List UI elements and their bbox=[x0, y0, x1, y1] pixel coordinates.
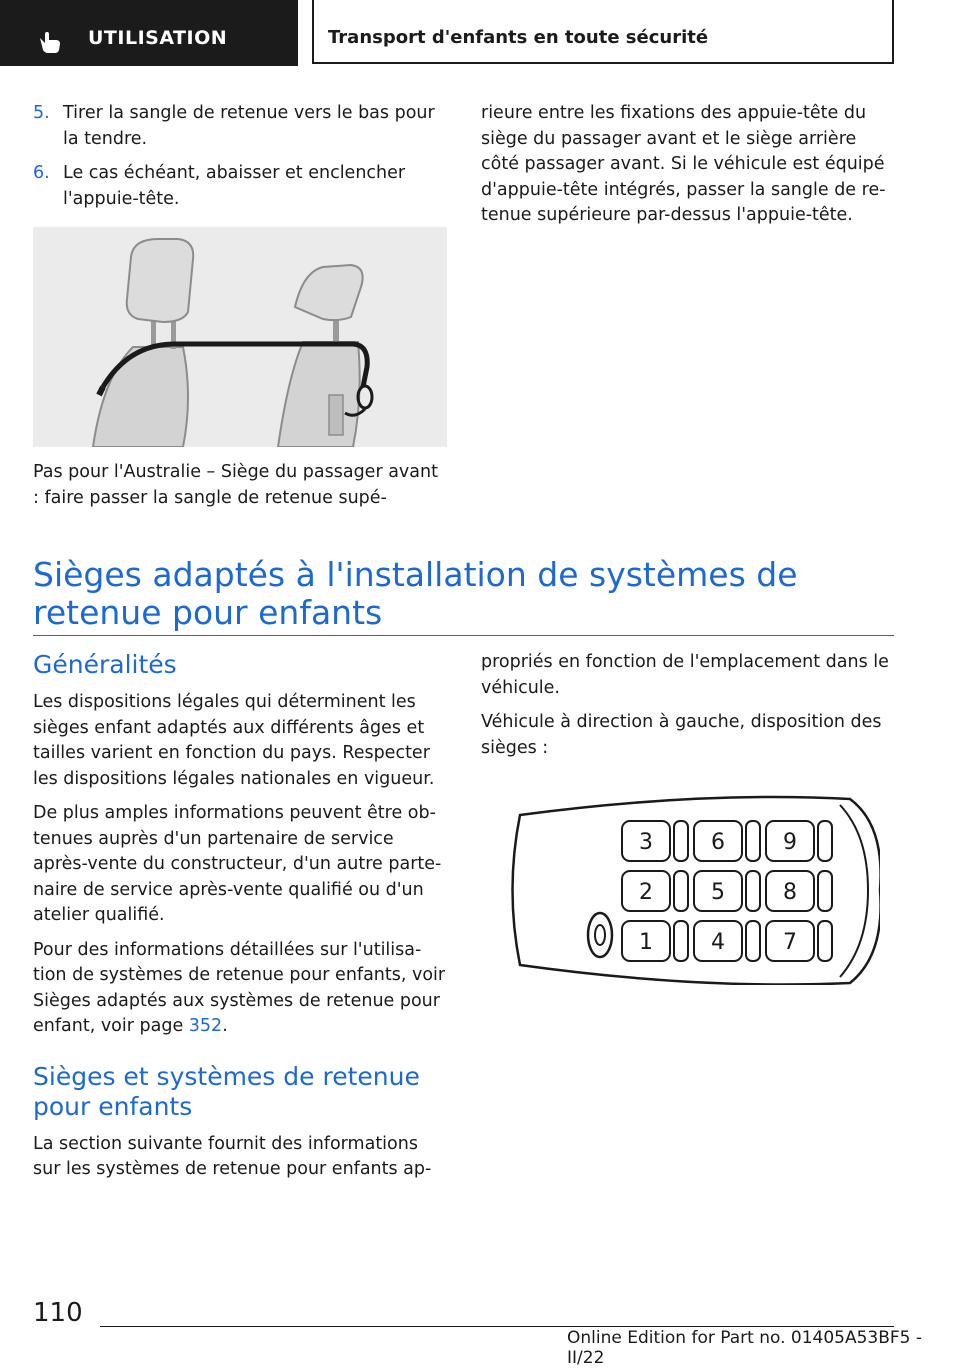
section-label: UTILISATION bbox=[88, 27, 228, 49]
paragraph-with-reference bbox=[33, 938, 448, 1040]
footer-divider bbox=[100, 1326, 894, 1327]
seat-number: 3 bbox=[639, 830, 653, 855]
caption-continuation: rieure entre les fixations des appuie-tête du siège du passager avant et le siège arrière côté passager avant. Si le véhicule est équipé d'appuie-tête intégrés, passer la sangle de re-tenue supérieure par-dessus l'appuie-tête. bbox=[481, 103, 886, 225]
seat-backrest bbox=[818, 871, 832, 911]
seat-number: 2 bbox=[639, 880, 653, 905]
chapter-title: Transport d'enfants en toute sécurité bbox=[328, 27, 709, 48]
paragraph: De plus amples informations peuvent être ob-tenues auprès d'un partenaire de service après-vente du constructeur, d'un autre parte-naire de service après-vente qualifié ou d'un atelier qualifié. bbox=[33, 803, 442, 925]
headrest-strap-illustration bbox=[33, 227, 447, 447]
seat-number: 1 bbox=[639, 930, 653, 955]
seat-backrest bbox=[674, 821, 688, 861]
paragraph-text: . bbox=[222, 1016, 228, 1036]
list-item bbox=[33, 161, 448, 212]
paragraph: propriés en fonction de l'emplacement dans le véhicule. bbox=[481, 652, 889, 698]
lower-left-column bbox=[33, 650, 448, 1192]
page-number: 110 bbox=[33, 1298, 83, 1328]
pointing-hand-icon bbox=[36, 26, 64, 54]
seat-number: 5 bbox=[711, 880, 725, 905]
list-item bbox=[33, 101, 448, 152]
figure-caption-block bbox=[33, 460, 448, 520]
seat-number: 8 bbox=[783, 880, 797, 905]
seat-layout-diagram bbox=[500, 795, 880, 985]
chapter-title-box bbox=[312, 0, 894, 64]
seat-backrest bbox=[674, 871, 688, 911]
lower-right-column bbox=[481, 650, 896, 770]
subheading-general: Généralités bbox=[33, 650, 177, 679]
seat-backrest bbox=[818, 921, 832, 961]
seat-backrest bbox=[746, 921, 760, 961]
paragraph: Les dispositions légales qui déterminent les sièges enfant adaptés aux différents âges et tailles varient en fonction du pays. Respecter les dispositions légales nationales en vigueur. bbox=[33, 692, 435, 789]
top-right-column bbox=[481, 101, 896, 238]
paragraph: La section suivante fournit des informations sur les systèmes de retenue pour enfants ap- bbox=[33, 1133, 432, 1179]
seat-number: 7 bbox=[783, 930, 797, 955]
seat-backrest bbox=[746, 821, 760, 861]
paragraph-text: Pour des informations détaillées sur l'utilisa-tion de systèmes de retenue pour enfants, voir Sièges adaptés aux systèmes de retenue pour enfant, voir page bbox=[33, 939, 446, 1036]
seat-backrest bbox=[818, 821, 832, 861]
page-reference-link[interactable]: 352 bbox=[188, 1016, 223, 1036]
top-left-column bbox=[33, 101, 448, 221]
paragraph: Véhicule à direction à gauche, disposition des sièges : bbox=[481, 712, 882, 758]
step-number: 6. bbox=[33, 163, 50, 183]
section-heading: Sièges adaptés à l'installation de systèmes de retenue pour enfants bbox=[33, 555, 798, 632]
figure-caption: Pas pour l'Australie – Siège du passager avant : faire passer la sangle de retenue supé- bbox=[33, 462, 438, 508]
seat-backrest bbox=[674, 921, 688, 961]
step-text: Tirer la sangle de retenue vers le bas pour la tendre. bbox=[63, 103, 435, 149]
seat-number: 9 bbox=[783, 830, 797, 855]
edition-footer: Online Edition for Part no. 01405A53BF5 - II/22 bbox=[567, 1328, 923, 1368]
section-tab bbox=[0, 0, 298, 66]
subheading-seats: Sièges et systèmes de retenue pour enfants bbox=[33, 1061, 420, 1121]
step-number: 5. bbox=[33, 103, 50, 123]
step-text: Le cas échéant, abaisser et enclencher l'appuie-tête. bbox=[63, 163, 406, 209]
headrest-strap-figure bbox=[33, 227, 447, 447]
page-header bbox=[0, 0, 960, 66]
seat-backrest bbox=[746, 871, 760, 911]
seat-number: 6 bbox=[711, 830, 725, 855]
section-divider bbox=[33, 635, 894, 636]
seat-number: 4 bbox=[711, 930, 725, 955]
